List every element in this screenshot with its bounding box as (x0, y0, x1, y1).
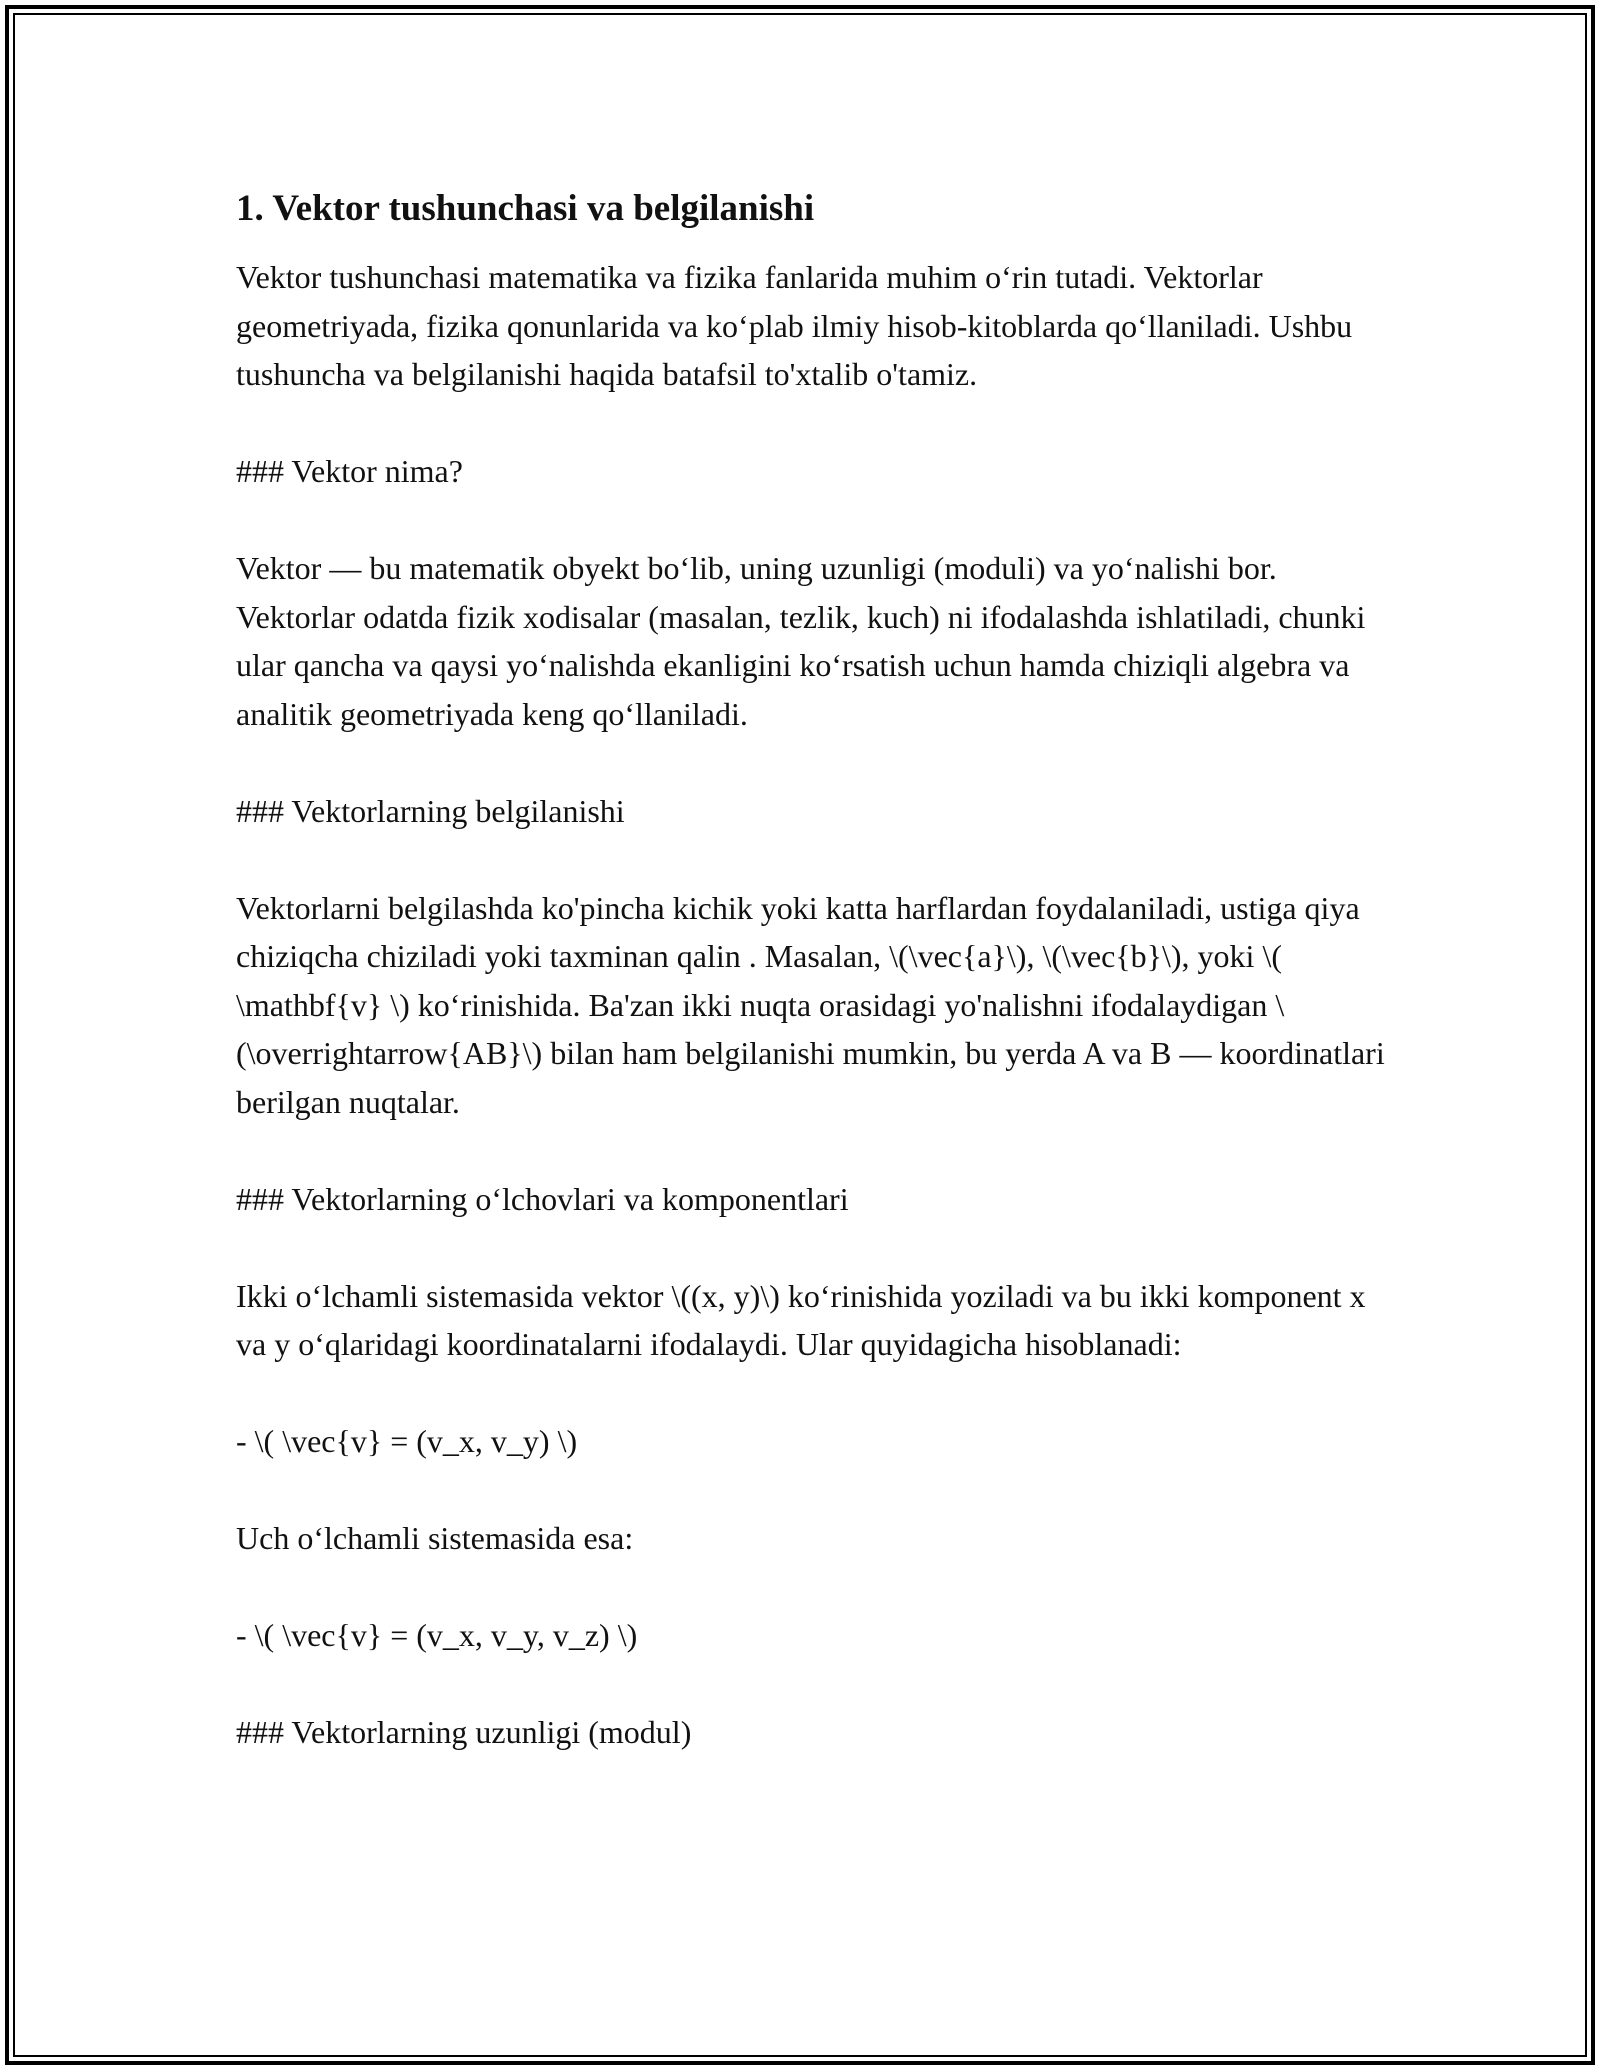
components-paragraph: Ikki o‘lchamli sistemasida vektor \((x, y)\) ko‘rinishida yoziladi va bu ikki komponent x va y o‘qlaridagi koordinatalarni ifodalaydi. Ular quyidagicha hisoblanadi: (236, 1277, 1366, 1362)
notation-paragraph: Vektorlarni belgilashda ko'pincha kichik yoki katta harflardan foydalaniladi, ustiga qiya chiziqcha chiziladi yoki taxminan qalin . Masalan, \(\vec{a}\), \(\vec{b}\), yoki \( \mathbf{v} \) ko‘rinishida. Ba'zan ikki nuqta orasidagi yo'nalishni ifodalaydigan \(\overrightarrow{AB}\) bilan ham belgilanishi mumkin, bu yerda A va B — koordinatlari berilgan nuqtalar. (236, 889, 1385, 1120)
section-heading: 1. Vektor tushunchasi va belgilanishi (236, 188, 815, 229)
formula-3d: - \( \vec{v} = (v_x, v_y, v_z) \) (236, 1617, 638, 1653)
three-d-intro: Uch o‘lchamli sistemasida esa: (236, 1520, 634, 1556)
intro-paragraph: Vektor tushunchasi matematika va fizika fanlarida muhim o‘rin tutadi. Vektorlar geometriyada, fizika qonunlarida va ko‘plab ilmiy hisob-kitoblarda qo‘llaniladi. Ushbu tushuncha va belgilanishi haqida batafsil to'xtalib o'tamiz. (236, 259, 1353, 392)
formula-2d: - \( \vec{v} = (v_x, v_y) \) (236, 1423, 578, 1459)
definition-paragraph: Vektor — bu matematik obyekt bo‘lib, uning uzunligi (moduli) va yo‘nalishi bor. Vektorlar odatda fizik xodisalar (masalan, tezlik, kuch) ni ifodalashda ishlatiladi, chunki ular qancha va qaysi yo‘nalishda ekanligini ko‘rsatish uchun hamda chiziqli algebra va analitik geometriyada keng qo‘llaniladi. (236, 550, 1366, 732)
subheading-vektor-nima: ### Vektor nima? (236, 453, 463, 489)
subheading-uzunligi: ### Vektorlarning uzunligi (modul) (236, 1714, 692, 1750)
subheading-komponentlari: ### Vektorlarning o‘lchovlari va komponentlari (236, 1180, 849, 1217)
document-page (236, 185, 1386, 1805)
subheading-belgilanishi: ### Vektorlarning belgilanishi (236, 792, 625, 829)
